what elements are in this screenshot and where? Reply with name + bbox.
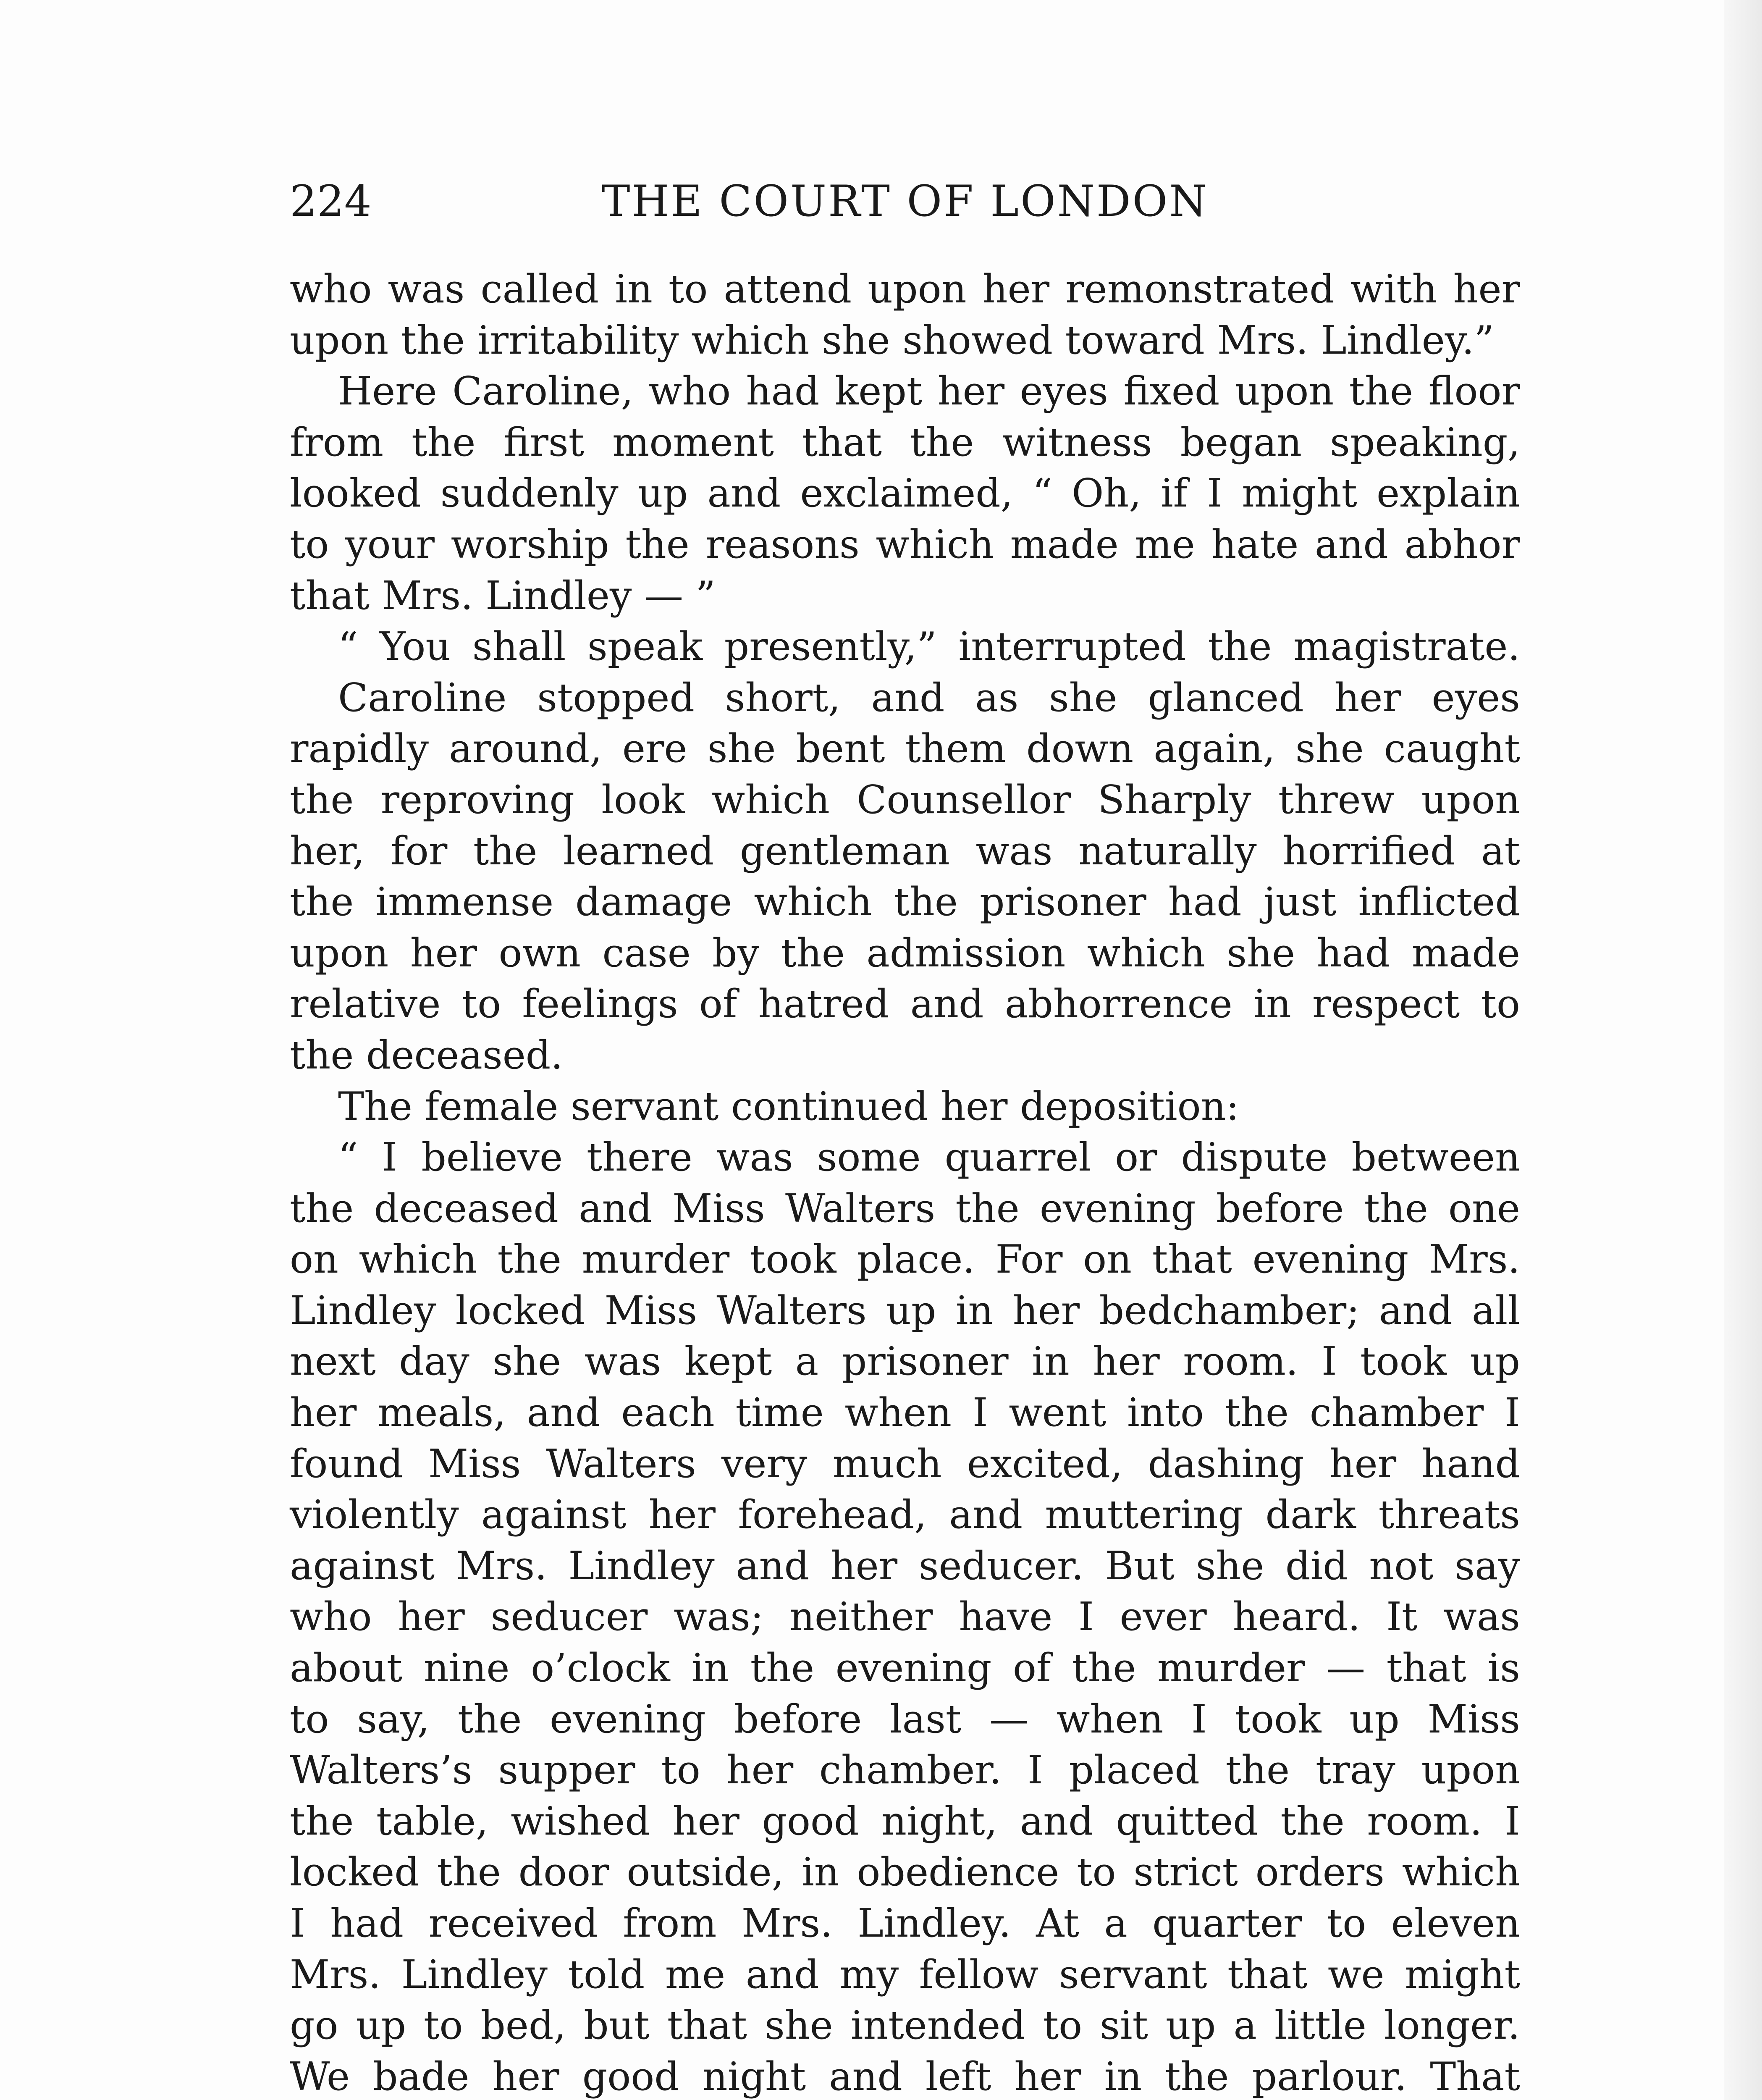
text-line: I had received from Mrs. Lindley. At a quarter to eleven — [290, 1900, 1520, 1946]
text-line: “ You shall speak presently,” interrupted the magistrate. — [338, 624, 1520, 669]
running-title: THE COURT OF LONDON — [601, 176, 1209, 226]
text-line: Walters’s supper to her chamber. I placed the tray upon — [290, 1747, 1520, 1793]
text-line: about nine o’clock in the evening of the murder — that is — [290, 1645, 1520, 1691]
text-line: Caroline stopped short, and as she glanced her eyes — [338, 675, 1520, 720]
text-line: on which the murder took place. For on that evening Mrs. — [290, 1236, 1520, 1282]
text-line: to say, the evening before last — when I took up Miss — [290, 1696, 1520, 1742]
text-line: Mrs. Lindley told me and my fellow servant that we might — [290, 1951, 1520, 1997]
running-head — [290, 172, 1520, 231]
text-line: upon the irritability which she showed toward Mrs. Lindley.” — [290, 317, 1495, 363]
text-line: against Mrs. Lindley and her seducer. But she did not say — [290, 1543, 1520, 1588]
page-number: 224 — [290, 176, 372, 226]
text-line: the deceased and Miss Walters the evening before the one — [290, 1185, 1520, 1231]
text-line: her meals, and each time when I went into the chamber I — [290, 1390, 1520, 1436]
text-line: found Miss Walters very much excited, dashing her hand — [290, 1441, 1520, 1486]
text-line: upon her own case by the admission which she had made — [290, 930, 1520, 976]
text-line: her, for the learned gentleman was naturally horrified at — [290, 828, 1520, 874]
text-line: locked the door outside, in obedience to strict orders which — [290, 1849, 1520, 1895]
text-line: the reproving look which Counsellor Sharply threw upon — [290, 777, 1520, 822]
text-line: Lindley locked Miss Walters up in her bedchamber; and all — [290, 1287, 1520, 1333]
text-line: to your worship the reasons which made me hate and abhor — [290, 521, 1520, 567]
body-text — [290, 264, 1520, 2100]
text-line: the deceased. — [290, 1032, 563, 1078]
text-line: the immense damage which the prisoner had just inflicted — [290, 879, 1520, 925]
text-line: go up to bed, but that she intended to sit up a little longer. — [290, 2003, 1520, 2048]
text-line: who her seducer was; neither have I ever heard. It was — [290, 1594, 1520, 1640]
text-line: looked suddenly up and exclaimed, “ Oh, if I might explain — [290, 470, 1520, 516]
text-line: who was called in to attend upon her remonstrated with her — [290, 266, 1520, 312]
text-line: the table, wished her good night, and quitted the room. I — [290, 1798, 1520, 1844]
text-line: that Mrs. Lindley — ” — [290, 572, 716, 618]
text-line: The female servant continued her deposition: — [338, 1083, 1239, 1129]
text-line: violently against her forehead, and muttering dark threats — [290, 1492, 1520, 1538]
text-line: next day she was kept a prisoner in her room. I took up — [290, 1339, 1520, 1384]
text-line: rapidly around, ere she bent them down again, she caught — [290, 726, 1520, 772]
text-line: from the first moment that the witness began speaking, — [290, 419, 1520, 465]
page-edge-shadow — [1724, 0, 1762, 2100]
text-line: Here Caroline, who had kept her eyes fixed upon the floor — [338, 368, 1520, 414]
text-line: relative to feelings of hatred and abhorrence in respect to — [290, 981, 1520, 1027]
text-line: We bade her good night and left her in the parlour. That — [290, 2053, 1520, 2099]
text-line: “ I believe there was some quarrel or dispute between — [338, 1134, 1520, 1180]
